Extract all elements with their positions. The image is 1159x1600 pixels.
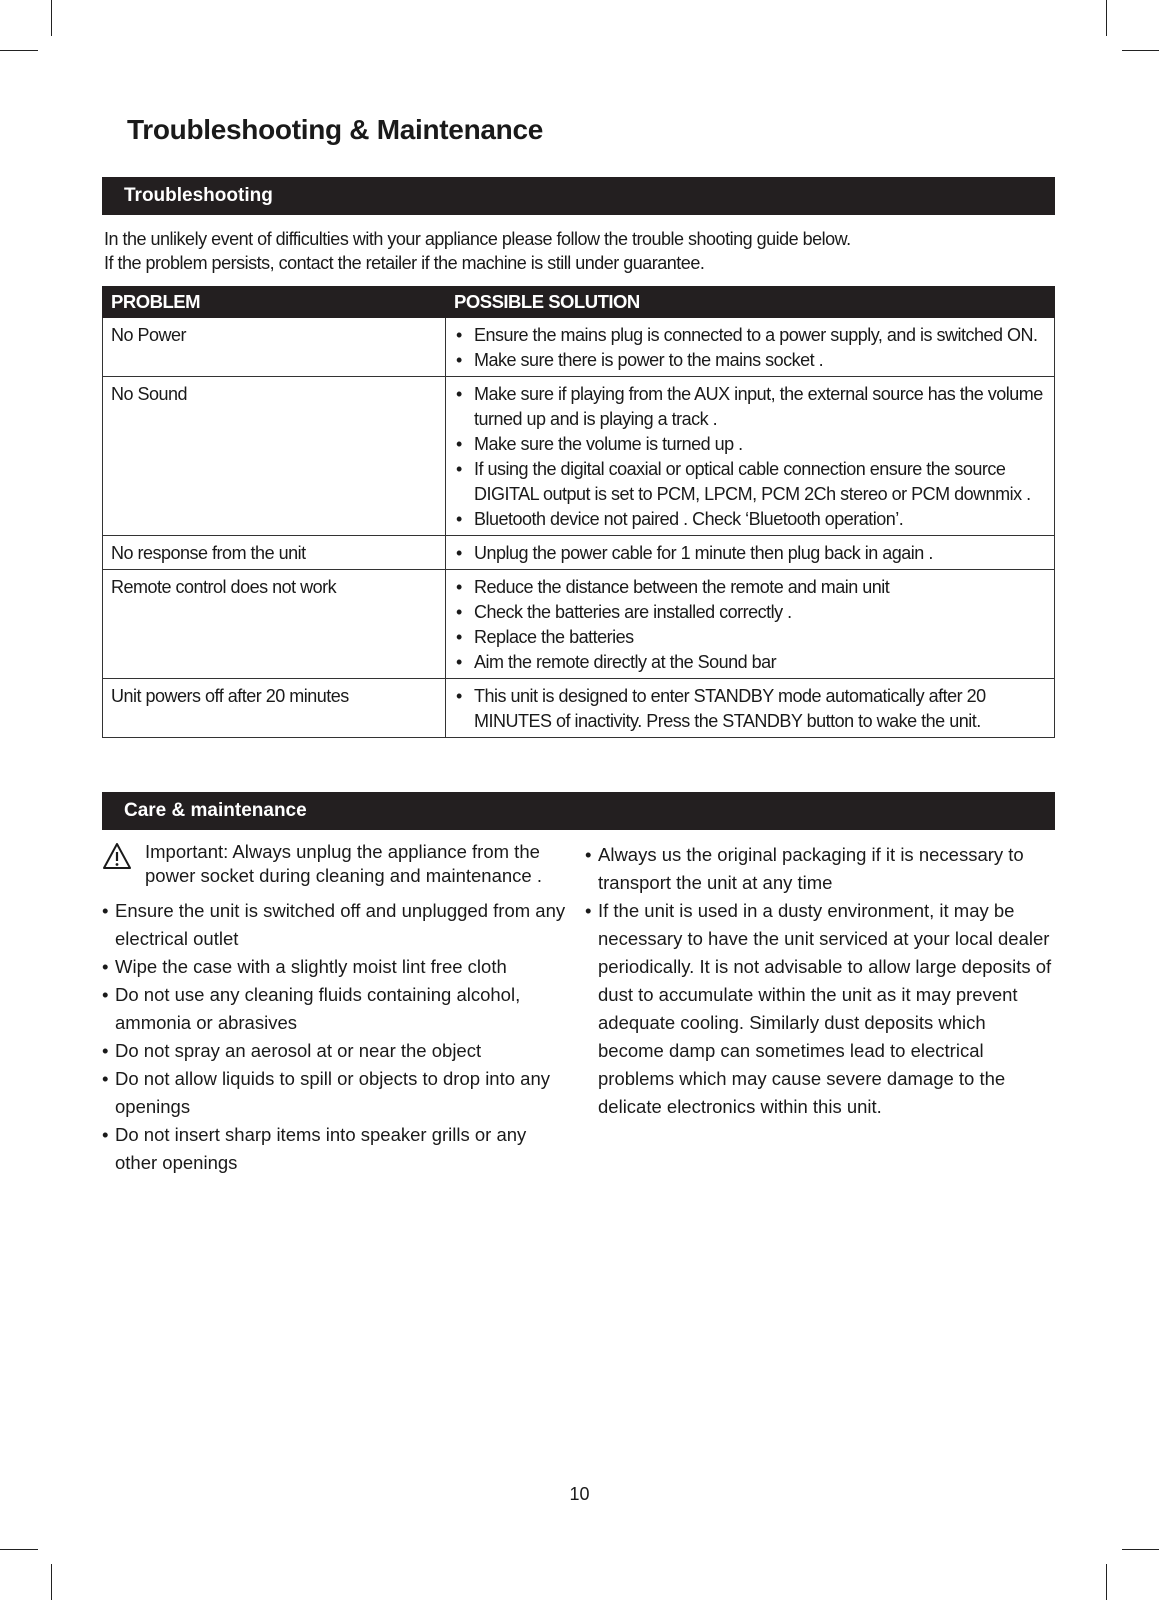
solution-item: • Ensure the mains plug is connected to a power supply, and is switched ON. bbox=[454, 323, 1046, 348]
care-maintenance-heading: Care & maintenance bbox=[102, 792, 1055, 830]
problem-cell: No Sound bbox=[103, 377, 446, 536]
list-item: • Ensure the unit is switched off and unplugged from any electrical outlet bbox=[102, 897, 572, 953]
solution-item: • This unit is designed to enter STANDBY mode automatically after 20 MINUTES of inactivity. Press the STANDBY button to wake the unit. bbox=[454, 684, 1046, 734]
crop-mark bbox=[0, 50, 38, 51]
solution-cell bbox=[446, 318, 1055, 377]
crop-mark bbox=[1106, 1564, 1107, 1600]
page-number: 10 bbox=[569, 1484, 590, 1504]
solution-item: • Make sure there is power to the mains socket . bbox=[454, 348, 1046, 373]
solution-cell bbox=[446, 377, 1055, 536]
list-item: • Do not allow liquids to spill or objects to drop into any openings bbox=[102, 1065, 572, 1121]
solution-cell bbox=[446, 536, 1055, 570]
column-header-solution: POSSIBLE SOLUTION bbox=[446, 287, 1055, 318]
crop-mark bbox=[1122, 1549, 1159, 1550]
page-title: Troubleshooting & Maintenance bbox=[127, 114, 543, 145]
solution-item: • Make sure if playing from the AUX input, the external source has the volume turned up and is playing a track . bbox=[454, 382, 1046, 432]
solution-item: • Unplug the power cable for 1 minute then plug back in again . bbox=[454, 541, 1046, 566]
problem-cell: No Power bbox=[103, 318, 446, 377]
list-item: • If the unit is used in a dusty environment, it may be necessary to have the unit serviced at your local dealer periodically. It is not advisable to allow large deposits of dust to accumulate within the unit as it may prevent adequate cooling. Similarly dust deposits which become damp can sometimes lead to electrical problems which may cause severe damage to the delicate electronics within this unit. bbox=[585, 897, 1055, 1121]
list-item: • Do not use any cleaning fluids containing alcohol, ammonia or abrasives bbox=[102, 981, 572, 1037]
troubleshooting-heading: Troubleshooting bbox=[102, 177, 1055, 215]
table-row bbox=[103, 318, 1055, 377]
table-row bbox=[103, 536, 1055, 570]
crop-mark bbox=[1106, 0, 1107, 36]
solution-item: • If using the digital coaxial or optical cable connection ensure the source DIGITAL output is set to PCM, LPCM, PCM 2Ch stereo or PCM downmix . bbox=[454, 457, 1046, 507]
list-item: • Always us the original packaging if it is necessary to transport the unit at any time bbox=[585, 841, 1055, 897]
intro-line: In the unlikely event of difficulties with your appliance please follow the trouble shooting guide below. bbox=[104, 229, 851, 249]
crop-mark bbox=[0, 1549, 38, 1550]
solution-cell bbox=[446, 679, 1055, 738]
care-list bbox=[585, 841, 1055, 1121]
column-header-problem: PROBLEM bbox=[103, 287, 446, 318]
solution-cell bbox=[446, 570, 1055, 679]
important-text: Important: Always unplug the appliance from the power socket during cleaning and maintenance . bbox=[145, 841, 542, 886]
table-row bbox=[103, 679, 1055, 738]
crop-mark bbox=[51, 1564, 52, 1600]
table-header-row bbox=[103, 287, 1055, 318]
care-right-column bbox=[585, 841, 1055, 1121]
table-row bbox=[103, 377, 1055, 536]
solution-item: • Replace the batteries bbox=[454, 625, 1046, 650]
troubleshooting-intro bbox=[104, 227, 851, 275]
list-item: • Do not insert sharp items into speaker grills or any other openings bbox=[102, 1121, 572, 1177]
table-row bbox=[103, 570, 1055, 679]
crop-mark bbox=[1122, 50, 1159, 51]
care-list bbox=[102, 897, 572, 1177]
solution-item: • Check the batteries are installed correctly . bbox=[454, 600, 1046, 625]
problem-cell: No response from the unit bbox=[103, 536, 446, 570]
solution-item: • Reduce the distance between the remote and main unit bbox=[454, 575, 1046, 600]
problem-cell: Unit powers off after 20 minutes bbox=[103, 679, 446, 738]
list-item: • Wipe the case with a slightly moist lint free cloth bbox=[102, 953, 572, 981]
list-item: • Do not spray an aerosol at or near the object bbox=[102, 1037, 572, 1065]
solution-item: • Aim the remote directly at the Sound bar bbox=[454, 650, 1046, 675]
intro-line: If the problem persists, contact the retailer if the machine is still under guarantee. bbox=[104, 253, 705, 273]
solution-item: • Bluetooth device not paired . Check ‘Bluetooth operation’. bbox=[454, 507, 1046, 532]
solution-item: • Make sure the volume is turned up . bbox=[454, 432, 1046, 457]
crop-mark bbox=[51, 0, 52, 36]
warning-icon bbox=[102, 842, 132, 870]
important-notice bbox=[102, 840, 572, 888]
troubleshooting-table bbox=[102, 286, 1055, 738]
care-left-column bbox=[102, 840, 572, 1177]
problem-cell: Remote control does not work bbox=[103, 570, 446, 679]
